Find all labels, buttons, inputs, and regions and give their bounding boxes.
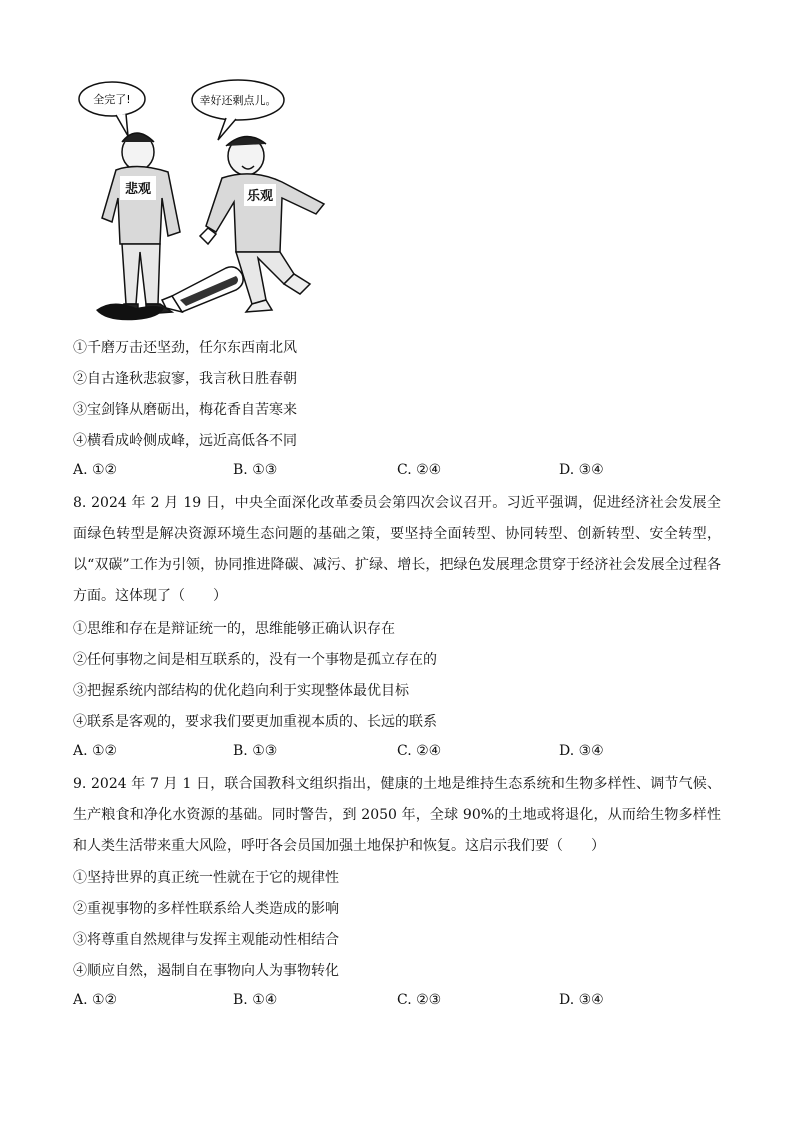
shirt-label-optimist: 乐观 bbox=[246, 189, 274, 204]
q7-statement-2: ②自古逢秋悲寂寥，我言秋日胜春朝 bbox=[73, 371, 297, 387]
q7-statement-1: ①千磨万击还坚劲，任尔东西南北风 bbox=[73, 340, 297, 356]
tipped-bottle bbox=[162, 267, 243, 312]
speech-bubble-left bbox=[79, 82, 145, 136]
speech-bubble-right bbox=[192, 80, 284, 140]
q9-option-d[interactable]: D. ③④ bbox=[559, 992, 604, 1008]
q9-statement-4: ④顺应自然，遏制自在事物向人为事物转化 bbox=[73, 963, 339, 979]
q9-option-b[interactable]: B. ①④ bbox=[233, 992, 278, 1008]
q9-statement-3: ③将尊重自然规律与发挥主观能动性相结合 bbox=[73, 932, 339, 948]
q7-options bbox=[73, 462, 733, 482]
q9-options bbox=[73, 992, 733, 1012]
q8-statement-4: ④联系是客观的，要求我们要更加重视本质的、长远的联系 bbox=[73, 714, 437, 730]
q7-option-a[interactable]: A. ①② bbox=[73, 462, 118, 478]
q8-statement-3: ③把握系统内部结构的优化趋向利于实现整体最优目标 bbox=[73, 683, 409, 699]
q9-stem: 9. 2024 年 7 月 1 日，联合国教科文组织指出，健康的土地是维持生态系统和生物多样性、调节气候、生产粮食和净化水资源的基础。同时警告，到 2050 年，全球 90%的土地或将退化，从而给生物多样性和人类生活带来重大风险，呼吁各会员国加强土地保护和恢复。这启示我们要（ ） bbox=[73, 776, 721, 854]
q9-option-a[interactable]: A. ①② bbox=[73, 992, 118, 1008]
q8-statement-1: ①思维和存在是辩证统一的，思维能够正确认识存在 bbox=[73, 621, 395, 637]
bubble-right-text: 幸好还剩点儿。 bbox=[199, 94, 277, 107]
pessimist-figure bbox=[102, 133, 180, 314]
q8-option-a[interactable]: A. ①② bbox=[73, 743, 118, 759]
cartoon-illustration bbox=[76, 72, 346, 322]
q8-statement-2: ②任何事物之间是相互联系的，没有一个事物是孤立存在的 bbox=[73, 652, 437, 668]
bubble-left-text: 全完了! bbox=[93, 93, 131, 106]
q9-statement-1: ①坚持世界的真正统一性就在于它的规律性 bbox=[73, 870, 339, 886]
q8-options bbox=[73, 743, 733, 763]
q7-statement-3: ③宝剑锋从磨砺出，梅花香自苦寒来 bbox=[73, 402, 297, 418]
q8-stem: 8. 2024 年 2 月 19 日，中央全面深化改革委员会第四次会议召开。习近平强调，促进经济社会发展全面绿色转型是解决资源环境生态问题的基础之策，要坚持全面转型、协同转型、创新转型、安全转型，以“双碳”工作为引领，协同推进降碳、减污、扩绿、增长，把绿色发展理念贯穿于经济社会发展全过程各方面。这体现了（ ） bbox=[73, 495, 721, 604]
q7-statement-4: ④横看成岭侧成峰，远近高低各不同 bbox=[73, 433, 297, 449]
q8-option-d[interactable]: D. ③④ bbox=[559, 743, 604, 759]
q7-option-b[interactable]: B. ①③ bbox=[233, 462, 278, 478]
q8-option-c[interactable]: C. ②④ bbox=[397, 743, 442, 759]
q8-option-b[interactable]: B. ①③ bbox=[233, 743, 278, 759]
q9-option-c[interactable]: C. ②③ bbox=[397, 992, 442, 1008]
shirt-label-pessimist: 悲观 bbox=[124, 182, 152, 197]
q9-statement-2: ②重视事物的多样性联系给人类造成的影响 bbox=[73, 901, 339, 917]
q7-option-c[interactable]: C. ②④ bbox=[397, 462, 442, 478]
q7-option-d[interactable]: D. ③④ bbox=[559, 462, 604, 478]
